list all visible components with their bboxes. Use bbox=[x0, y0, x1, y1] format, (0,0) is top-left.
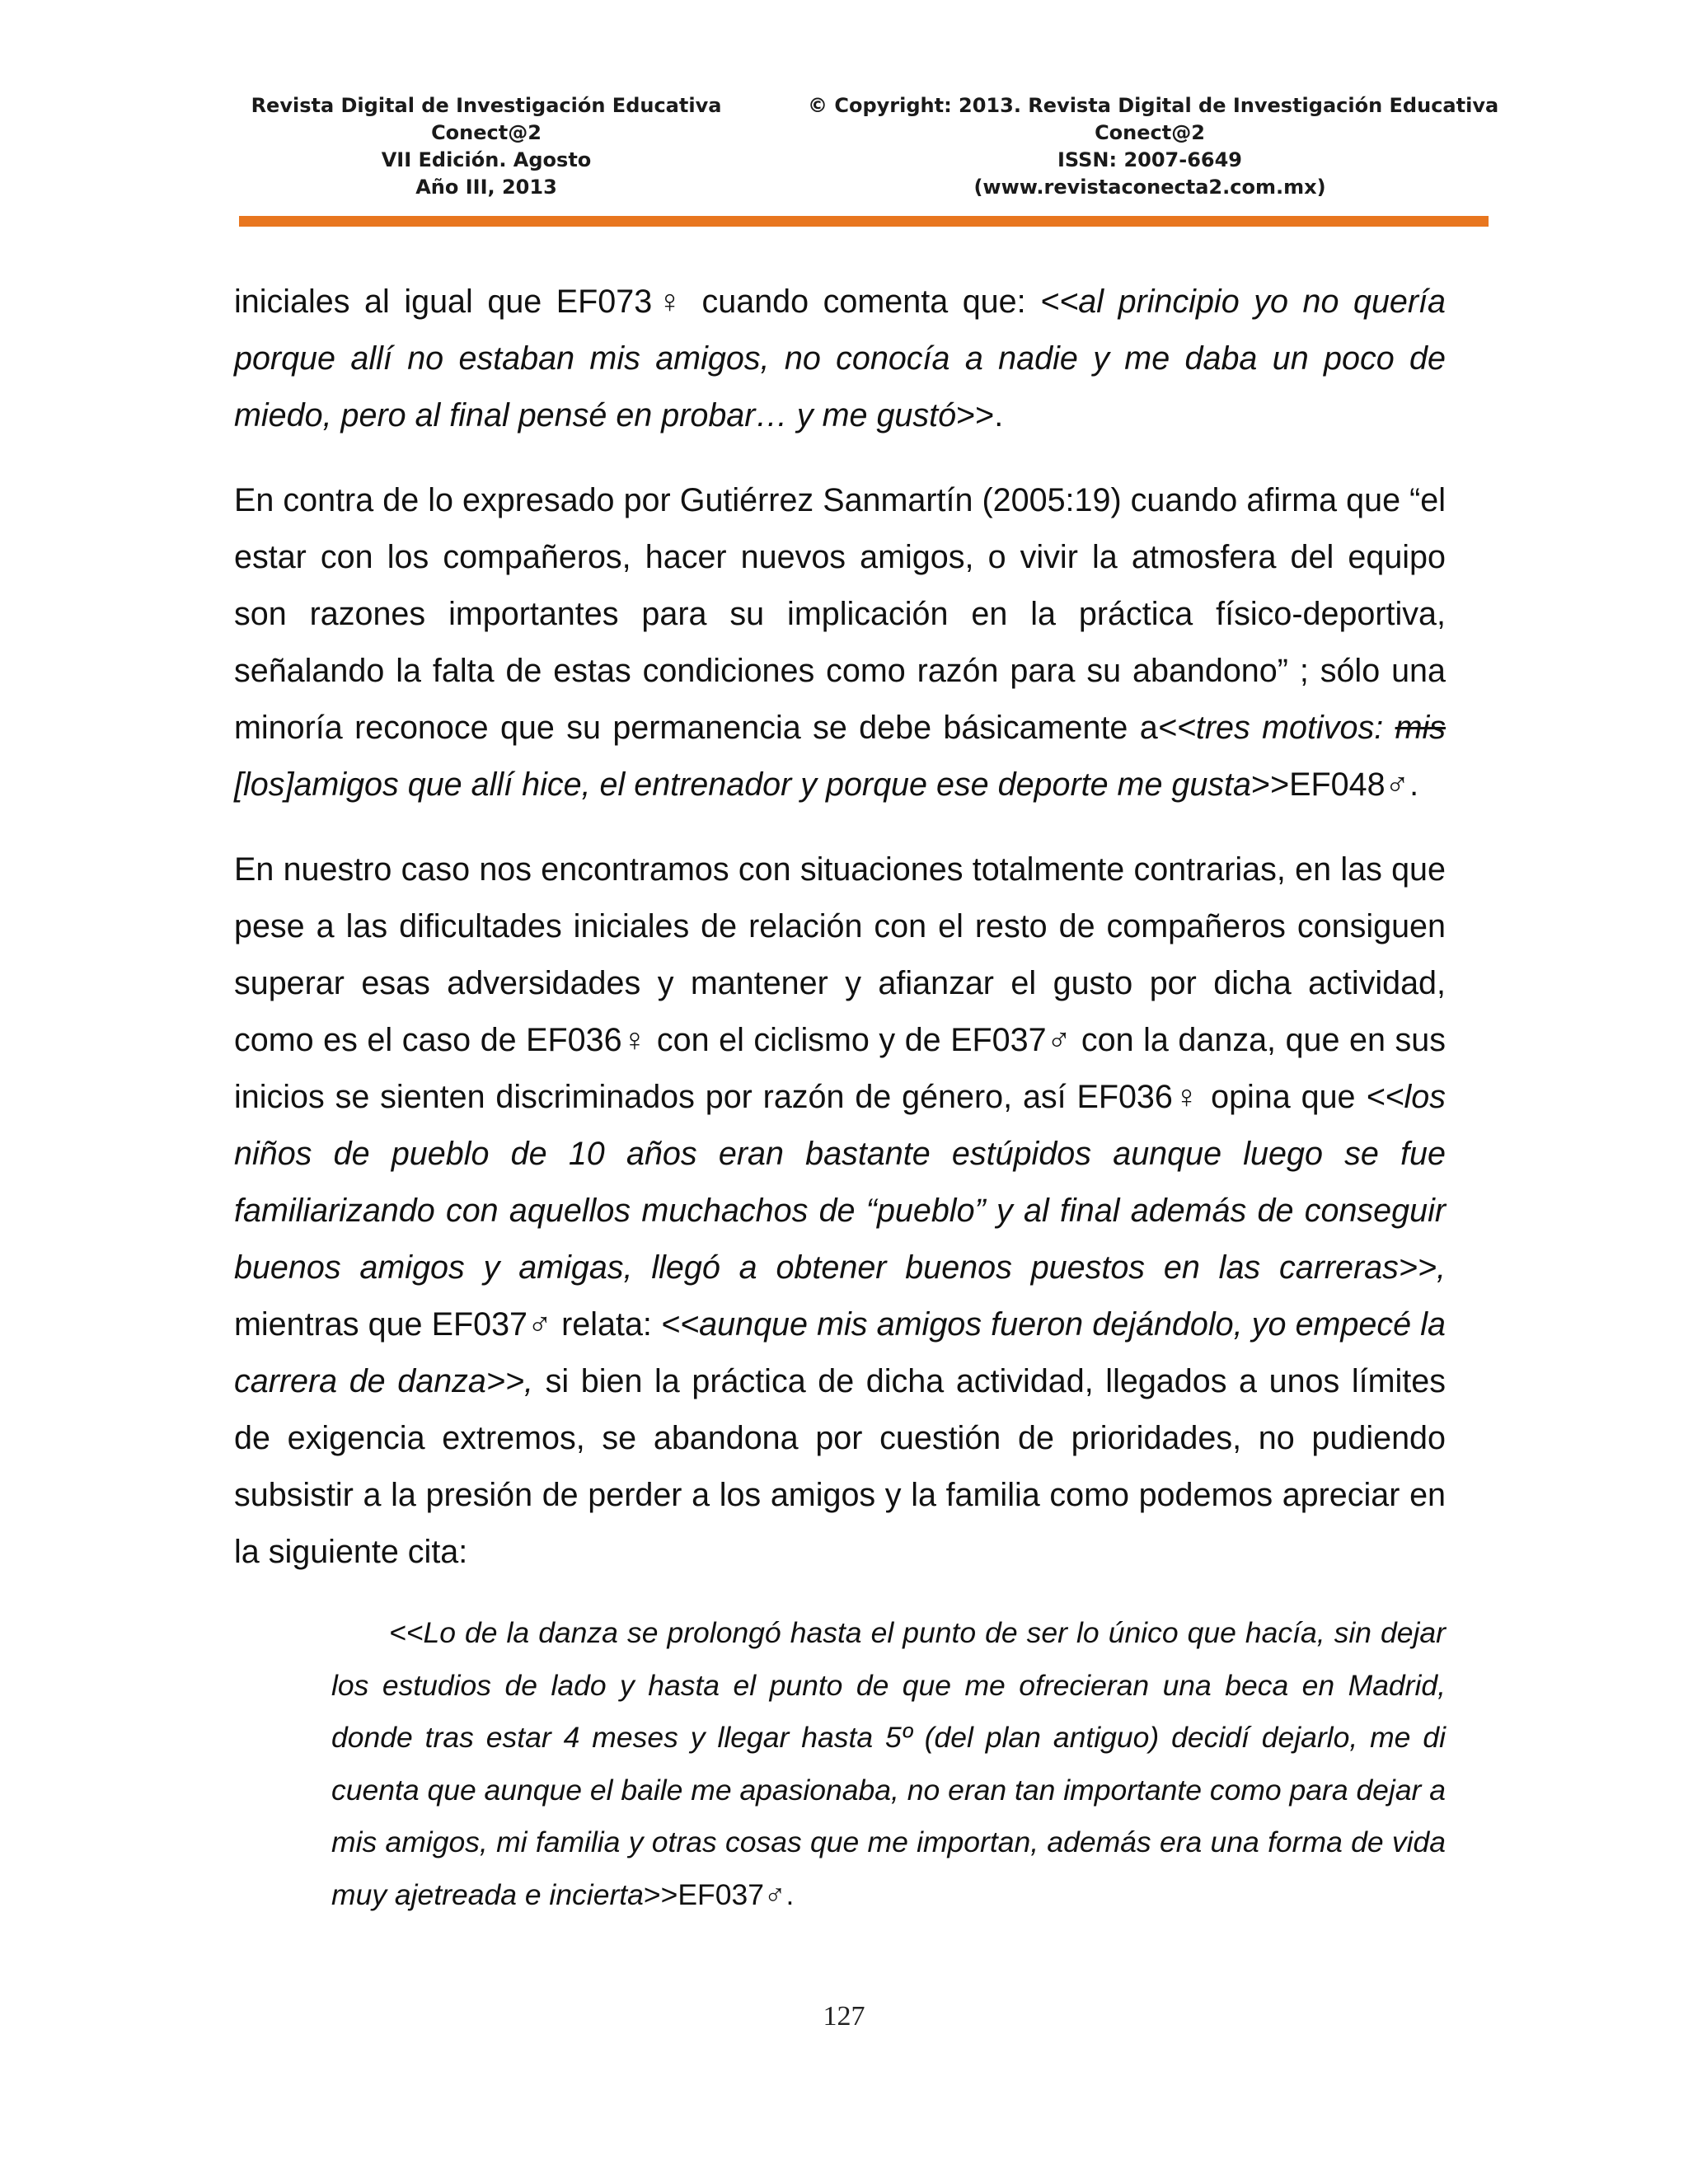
page-number: 127 bbox=[823, 2001, 865, 2032]
paragraph-2 bbox=[234, 472, 1446, 813]
header-issn: ISSN: 2007-6649 bbox=[1057, 148, 1242, 171]
journal-header-left bbox=[239, 92, 734, 201]
header-journal-name-right: Conect@2 bbox=[1095, 121, 1205, 144]
header-edition: VII Edición. Agosto bbox=[381, 148, 592, 171]
paragraph-2-text: En contra de lo expresado por Gutiérrez Sanmartín (2005:19) cuando afirma que “el estar con los compañeros, hacer nuevos amigos, o vivir la atmosfera del equipo son razones importantes para su implicación en la práctica físico-deportiva, señalando la falta de estas condiciones como razón para su abandono” ; sólo una minoría reconoce que su permanencia se debe básicamente a bbox=[234, 482, 1446, 746]
paragraph-3-text-3: si bien la práctica de dicha actividad, llegados a unos límites de exigencia extremos, se abandona por cuestión de prioridades, no pudiendo subsistir a la presión de perder a los amigos y la familia como podemos apreciar en la siguiente cita: bbox=[234, 1363, 1446, 1570]
paragraph-1 bbox=[234, 274, 1446, 444]
paragraph-3 bbox=[234, 841, 1446, 1581]
struck-word: mis bbox=[1395, 710, 1446, 746]
paragraph-2-close: >>EF048♂. bbox=[1251, 766, 1419, 803]
header-copyright: © Copyright: 2013. Revista Digital de Investigación Educativa bbox=[808, 94, 1499, 117]
block-quote-source: >>EF037♂. bbox=[643, 1877, 795, 1911]
journal-header-right bbox=[808, 92, 1499, 201]
paragraph-1-close: >>. bbox=[956, 397, 1004, 434]
paragraph-1-quote: <<al principio yo no quería porque allí no estaban mis amigos, no conocía a nadie y me daba un poco de miedo, pero al final pensé en probar… y me gustó bbox=[234, 284, 1446, 434]
paragraph-1-text: iniciales al igual que EF073♀ cuando comenta que: bbox=[234, 284, 1041, 320]
paragraph-3-text: En nuestro caso nos encontramos con situaciones totalmente contrarias, en las que pese a las dificultades iniciales de relación con el resto de compañeros consiguen superar esas adversidades y mantener y afianzar el gusto por dicha actividad, como es el caso de EF036♀ con el ciclismo y de EF037♂ con la danza, que en sus inicios se sienten discriminados por razón de género, así EF036♀ opina que bbox=[234, 851, 1446, 1115]
body-text bbox=[234, 274, 1446, 1609]
paragraph-3-quote-2: <<aunque mis amigos fueron dejándolo, yo empecé la carrera de danza>>, bbox=[234, 1306, 1446, 1399]
block-quote-text: <<Lo de la danza se prolongó hasta el punto de ser lo único que hacía, sin dejar los estudios de lado y hasta el punto de que me ofrecieran una beca en Madrid, donde tras estar 4 meses y llegar hasta 5º (del plan antiguo) decidí dejarlo, me di cuenta que aunque el baile me apasionaba, no eran tan importante como para dejar a mis amigos, mi familia y otras cosas que me importan, además era una forma de vida muy ajetreada e incierta bbox=[331, 1616, 1446, 1911]
paragraph-3-text-2: mientras que EF037♂ relata: bbox=[234, 1306, 662, 1343]
header-journal-title: Revista Digital de Investigación Educativa bbox=[251, 94, 722, 117]
header-divider bbox=[239, 216, 1489, 227]
paragraph-2-quote-rest: [los]amigos que allí hice, el entrenador y porque ese deporte me gusta bbox=[234, 766, 1252, 803]
paragraph-3-quote-1: <<los niños de pueblo de 10 años eran bastante estúpidos aunque luego se fue familiarizando con aquellos muchachos de “pueblo” y al final además de conseguir buenos amigos y amigas, llegó a obtener buenos puestos en las carreras>>, bbox=[234, 1079, 1446, 1286]
header-website: (www.revistaconecta2.com.mx) bbox=[973, 176, 1326, 199]
header-journal-name: Conect@2 bbox=[431, 121, 542, 144]
header-year: Año III, 2013 bbox=[415, 176, 557, 199]
block-quote bbox=[331, 1607, 1446, 1921]
paragraph-2-quote-start: <<tres motivos: bbox=[1157, 710, 1395, 746]
